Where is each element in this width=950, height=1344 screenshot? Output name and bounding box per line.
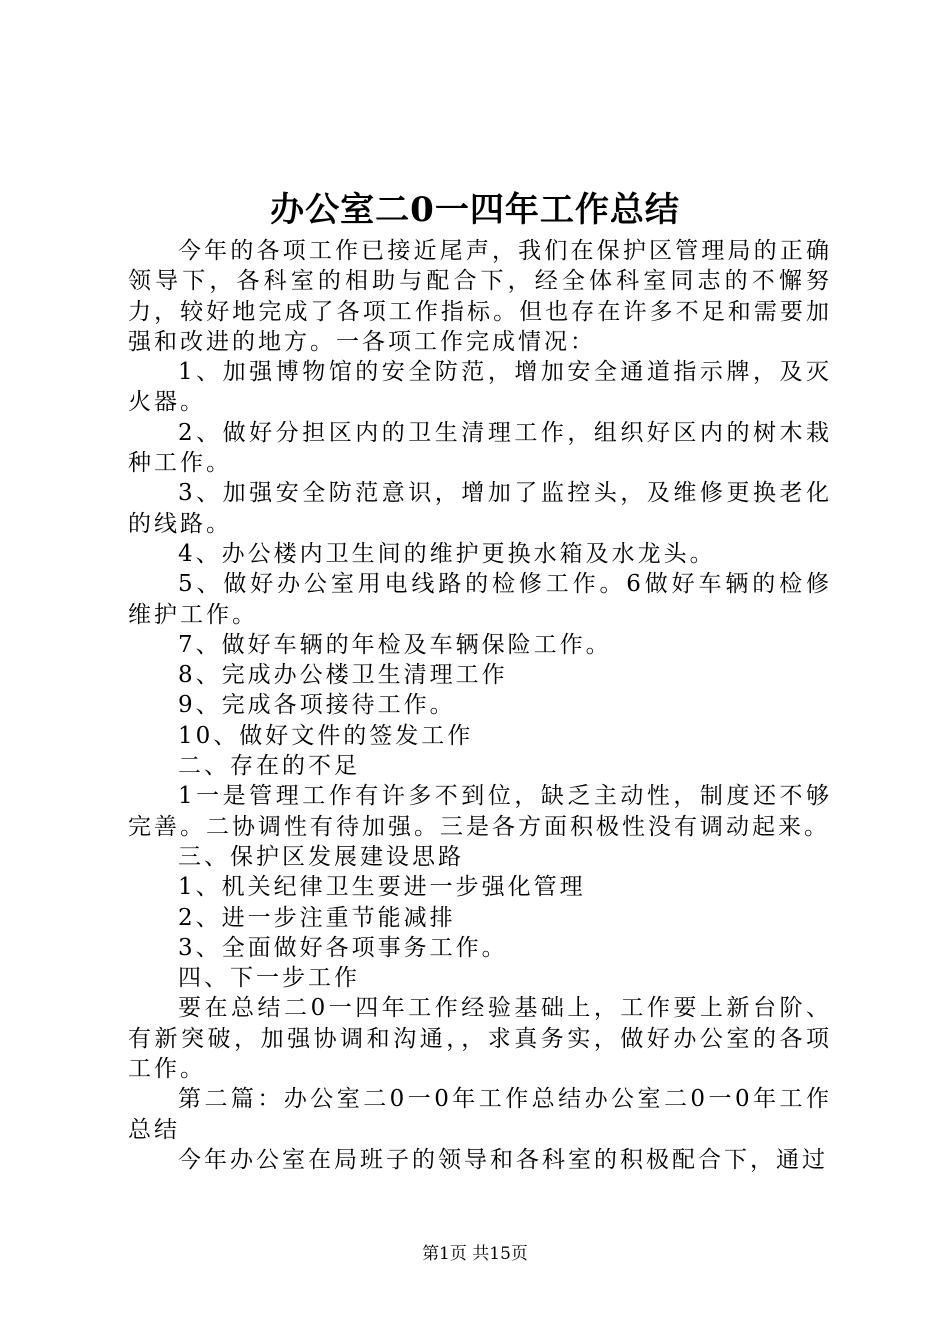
paragraph: 今年办公室在局班子的领导和各科室的积极配合下，通过 xyxy=(178,1146,828,1173)
paragraph: 3、全面做好各项事务工作。 xyxy=(178,934,508,961)
paragraph: 5、做好办公室用电线路的检修工作。6做好车辆的检修维护工作。 xyxy=(128,571,832,628)
paragraph: 1、加强博物馆的安全防范，增加安全通道指示牌，及灭火器。 xyxy=(128,359,832,416)
paragraph: 今年的各项工作已接近尾声，我们在保护区管理局的正确领导下，各科室的相助与配合下，经全体科室同志的不懈努力，较好地完成了各项工作指标。但也存在许多不足和需要加强和改进的地方。一各项工作完成情况： xyxy=(128,238,832,355)
paragraph: 第二篇：办公室二0一0年工作总结办公室二0一0年工作总结 xyxy=(128,1086,832,1143)
paragraph: 9、完成各项接待工作。 xyxy=(178,692,456,719)
document-title: 办公室二0一四年工作总结 xyxy=(270,190,680,230)
paragraph: 2、进一步注重节能减排 xyxy=(178,904,456,931)
paragraph: 要在总结二0一四年工作经验基础上，工作要上新台阶、有新突破，加强协调和沟通，，求真务实，做好办公室的各项工作。 xyxy=(128,995,832,1083)
section-heading: 四、下一步工作 xyxy=(178,965,360,992)
paragraph: 2、做好分担区内的卫生清理工作，组织好区内的树木栽种工作。 xyxy=(128,419,832,477)
document-body xyxy=(128,236,832,1175)
section-heading: 三、保护区发展建设思路 xyxy=(178,843,464,870)
paragraph: 1、机关纪律卫生要进一步强化管理 xyxy=(178,874,586,901)
paragraph: 10、做好文件的签发工作 xyxy=(178,722,474,749)
section-heading: 二、存在的不足 xyxy=(178,753,360,780)
paragraph: 8、完成办公楼卫生清理工作 xyxy=(178,662,508,689)
paragraph: 1一是管理工作有许多不到位，缺乏主动性，制度还不够完善。二协调性有待加强。三是各方面积极性没有调动起来。 xyxy=(128,783,832,840)
page-number-footer: 第1页 共15页 xyxy=(422,1244,528,1264)
paragraph: 3、加强安全防范意识，增加了监控头，及维修更换老化的线路。 xyxy=(128,480,832,537)
paragraph: 7、做好车辆的年检及车辆保险工作。 xyxy=(178,631,612,658)
paragraph: 4、办公楼内卫生间的维护更换水箱及水龙头。 xyxy=(178,540,716,567)
